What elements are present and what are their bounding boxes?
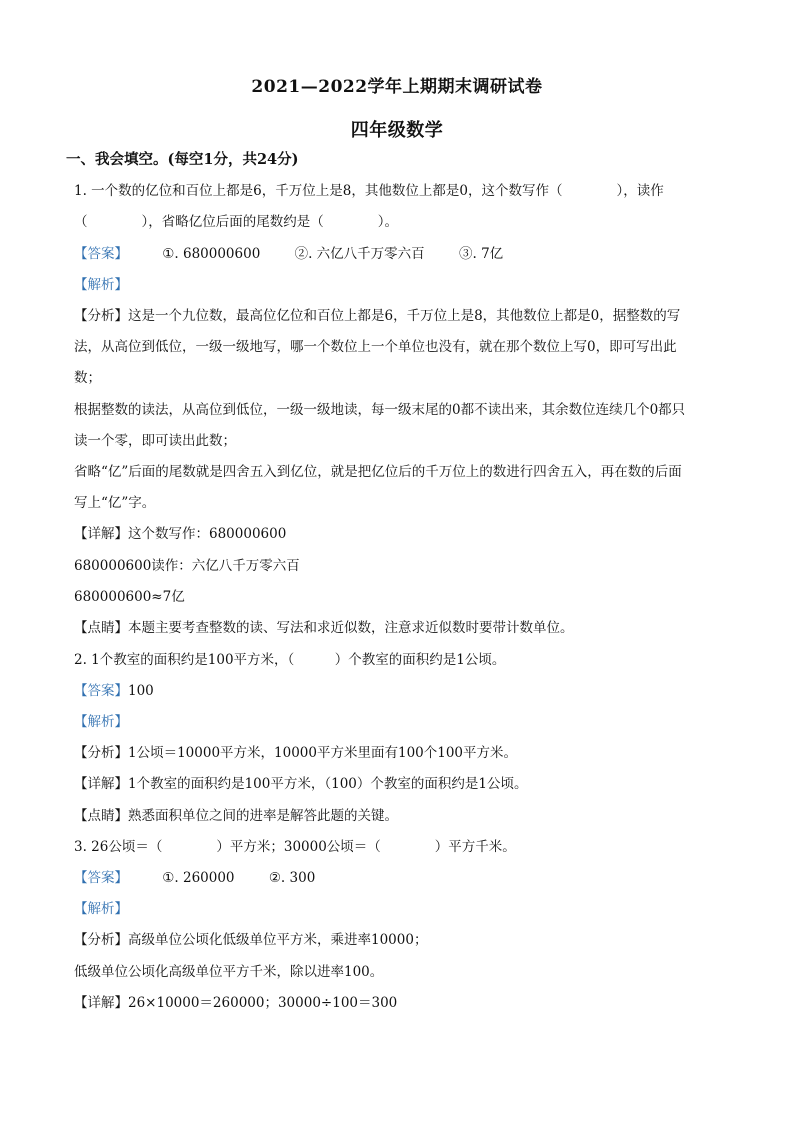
q2-answer-row (74, 681, 724, 701)
exam-subtitle: 四年级数学 (350, 120, 444, 141)
q3-answer-1: ①. 260000 (162, 870, 235, 886)
q1-answer-row (74, 244, 724, 264)
q1-xiangjie-text1: 这个数写作：680000600 (128, 526, 287, 542)
q2-dianjing-text: 熟悉面积单位之间的进率是解答此题的关键。 (128, 808, 398, 824)
q3-fenxi-text1: 高级单位公顷化低级单位平方米，乘进率10000； (128, 932, 428, 948)
q2-dianjing-line (74, 806, 724, 826)
q1-fenxi-text1: 这是一个九位数，最高位亿位和百位上都是6，千万位上是8，其他数位上都是0，据整数的写 (128, 308, 681, 324)
q1-jiexi-tag: 【解析】 (74, 277, 128, 293)
section-heading: 一、我会填空。(每空1分，共24分) (66, 151, 299, 168)
answer-tag: 【答案】 (74, 246, 128, 262)
q2-answer: 100 (128, 683, 154, 699)
q1-fenxi-line5: 读一个零，即可读出此数； (74, 433, 236, 449)
q3-xiangjie-line (74, 993, 724, 1013)
q1-fenxi-line4: 根据整数的读法，从高位到低位，一级一级地读，每一级末尾的0都不读出来，其余数位连续几个0都只 (74, 402, 686, 418)
q1-xiangjie-line3: 680000600≈7亿 (74, 589, 185, 605)
q1-answer-2: ②. 六亿八千万零六百 (294, 246, 425, 262)
q3-answer-row (74, 868, 724, 888)
q1-answer-3: ③. 7亿 (458, 246, 504, 262)
dianjing-tag: 【点睛】 (74, 620, 128, 636)
q1-fenxi-line7: 写上“亿”字。 (74, 495, 156, 511)
q2-jiexi-tag: 【解析】 (74, 714, 128, 730)
q1-text-line2: （ ），省略亿位后面的尾数约是（ ）。 (74, 214, 398, 230)
q3-jiexi-tag: 【解析】 (74, 901, 128, 917)
q2-fenxi-text: 1公顷＝10000平方米，10000平方米里面有100个100平方米。 (128, 745, 518, 761)
q1-fenxi-line2: 法，从高位到低位，一级一级地写，哪一个数位上一个单位也没有，就在那个数位上写0，即可写出此 (74, 339, 677, 355)
q1-fenxi-line3: 数； (74, 370, 101, 386)
xiangjie-tag: 【详解】 (74, 526, 128, 542)
exam-title: 2021—2022学年上期期末调研试卷 (251, 77, 543, 97)
q1-dianjing-line (74, 618, 724, 638)
q3-fenxi-line1 (74, 930, 724, 950)
dianjing-tag: 【点睛】 (74, 808, 128, 824)
fenxi-tag: 【分析】 (74, 932, 128, 948)
q1-xiangjie-line1 (74, 524, 724, 544)
q1-dianjing-text: 本题主要考查整数的读、写法和求近似数，注意求近似数时要带计数单位。 (128, 620, 574, 636)
q1-fenxi-line1 (74, 306, 724, 326)
xiangjie-tag: 【详解】 (74, 995, 128, 1011)
answer-tag: 【答案】 (74, 683, 128, 699)
fenxi-tag: 【分析】 (74, 308, 128, 324)
q1-xiangjie-line2: 680000600读作：六亿八千万零六百 (74, 558, 300, 574)
q1-answer-1: ①. 680000600 (162, 246, 261, 262)
q2-xiangjie-text: 1个教室的面积约是100平方米，（100）个教室的面积约是1公顷。 (128, 776, 528, 792)
q2-xiangjie-line (74, 774, 724, 794)
xiangjie-tag: 【详解】 (74, 776, 128, 792)
q3-fenxi-line2: 低级单位公顷化高级单位平方千米，除以进率100。 (74, 964, 384, 980)
q2-text-line1: 2. 1个教室的面积约是100平方米，（ ）个教室的面积约是1公顷。 (74, 652, 506, 668)
q3-answer-2: ②. 300 (268, 870, 316, 886)
q3-text-line1: 3. 26公顷＝（ ）平方米；30000公顷＝（ ）平方千米。 (74, 839, 516, 855)
q1-text-line1: 1. 一个数的亿位和百位上都是6，千万位上是8，其他数位上都是0，这个数写作（ ），读作 (74, 183, 664, 199)
q1-fenxi-line6: 省略“亿”后面的尾数就是四舍五入到亿位，就是把亿位后的千万位上的数进行四舍五入，再在数的后面 (74, 464, 682, 480)
q2-fenxi-line (74, 743, 724, 763)
q3-xiangjie-text: 26×10000＝260000；30000÷100＝300 (128, 995, 398, 1011)
fenxi-tag: 【分析】 (74, 745, 128, 761)
answer-tag: 【答案】 (74, 870, 128, 886)
